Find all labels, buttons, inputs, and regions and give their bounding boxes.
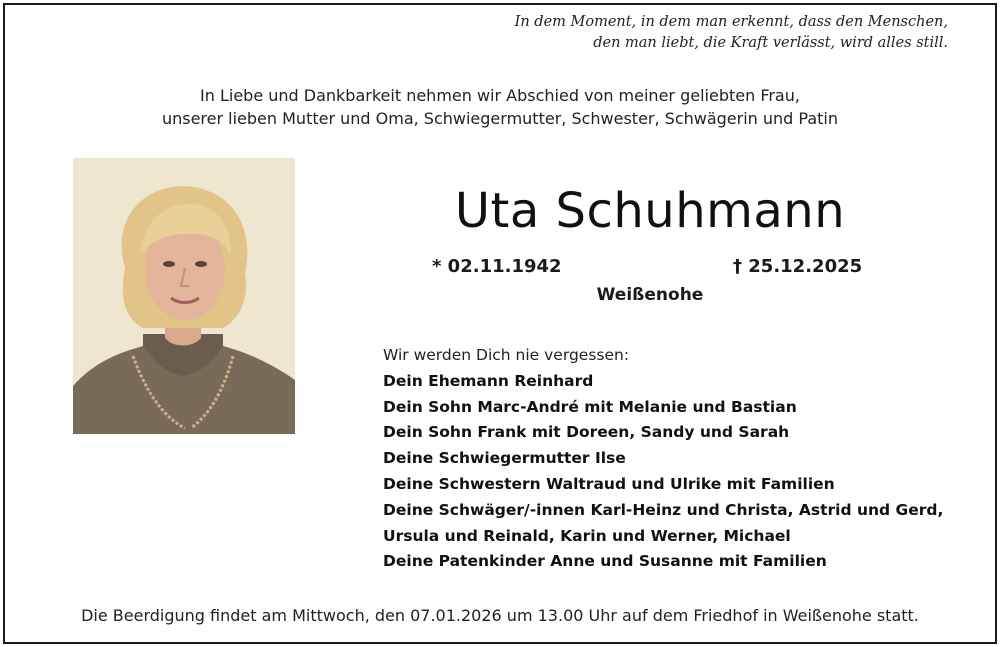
- birth-date: * 02.11.1942: [432, 256, 562, 277]
- quote-line-2: den man liebt, die Kraft verlässt, wird alles still.: [593, 35, 948, 51]
- mourner-line: Dein Sohn Frank mit Doreen, Sandy und Sarah: [383, 423, 790, 442]
- mourner-line: Deine Schwestern Waltraud und Ulrike mit Familien: [383, 474, 835, 493]
- intro-line-2: unserer lieben Mutter und Oma, Schwiegermutter, Schwester, Schwägerin und Patin: [161, 109, 839, 128]
- place-name: Weißenohe: [596, 285, 704, 305]
- intro-text: [0, 84, 1000, 130]
- death-date: † 25.12.2025: [733, 256, 863, 277]
- mourner-line: Deine Patenkinder Anne und Susanne mit Familien: [383, 552, 827, 571]
- mourner-line: Ursula und Reinald, Karin und Werner, Michael: [383, 526, 791, 545]
- mourner-line: Deine Schwäger/-innen Karl-Heinz und Christa, Astrid und Gerd,: [383, 500, 944, 519]
- mourner-line: Dein Ehemann Reinhard: [383, 371, 594, 390]
- funeral-notice: Die Beerdigung findet am Mittwoch, den 07.01.2026 um 13.00 Uhr auf dem Friedhof in Weißenohe statt.: [81, 606, 919, 625]
- mourners-list: [383, 343, 943, 575]
- memorial-quote: [428, 12, 948, 54]
- intro-line-1: In Liebe und Dankbarkeit nehmen wir Abschied von meiner geliebten Frau,: [200, 86, 800, 105]
- mourner-line: Deine Schwiegermutter Ilse: [383, 449, 626, 468]
- mourner-line: Dein Sohn Marc-André mit Melanie und Bastian: [383, 397, 797, 416]
- mourners-lead: Wir werden Dich nie vergessen:: [383, 346, 630, 364]
- quote-line-1: In dem Moment, in dem man erkennt, dass den Menschen,: [514, 14, 948, 30]
- portrait-photo: [73, 158, 295, 434]
- deceased-name: Uta Schuhmann: [454, 183, 846, 239]
